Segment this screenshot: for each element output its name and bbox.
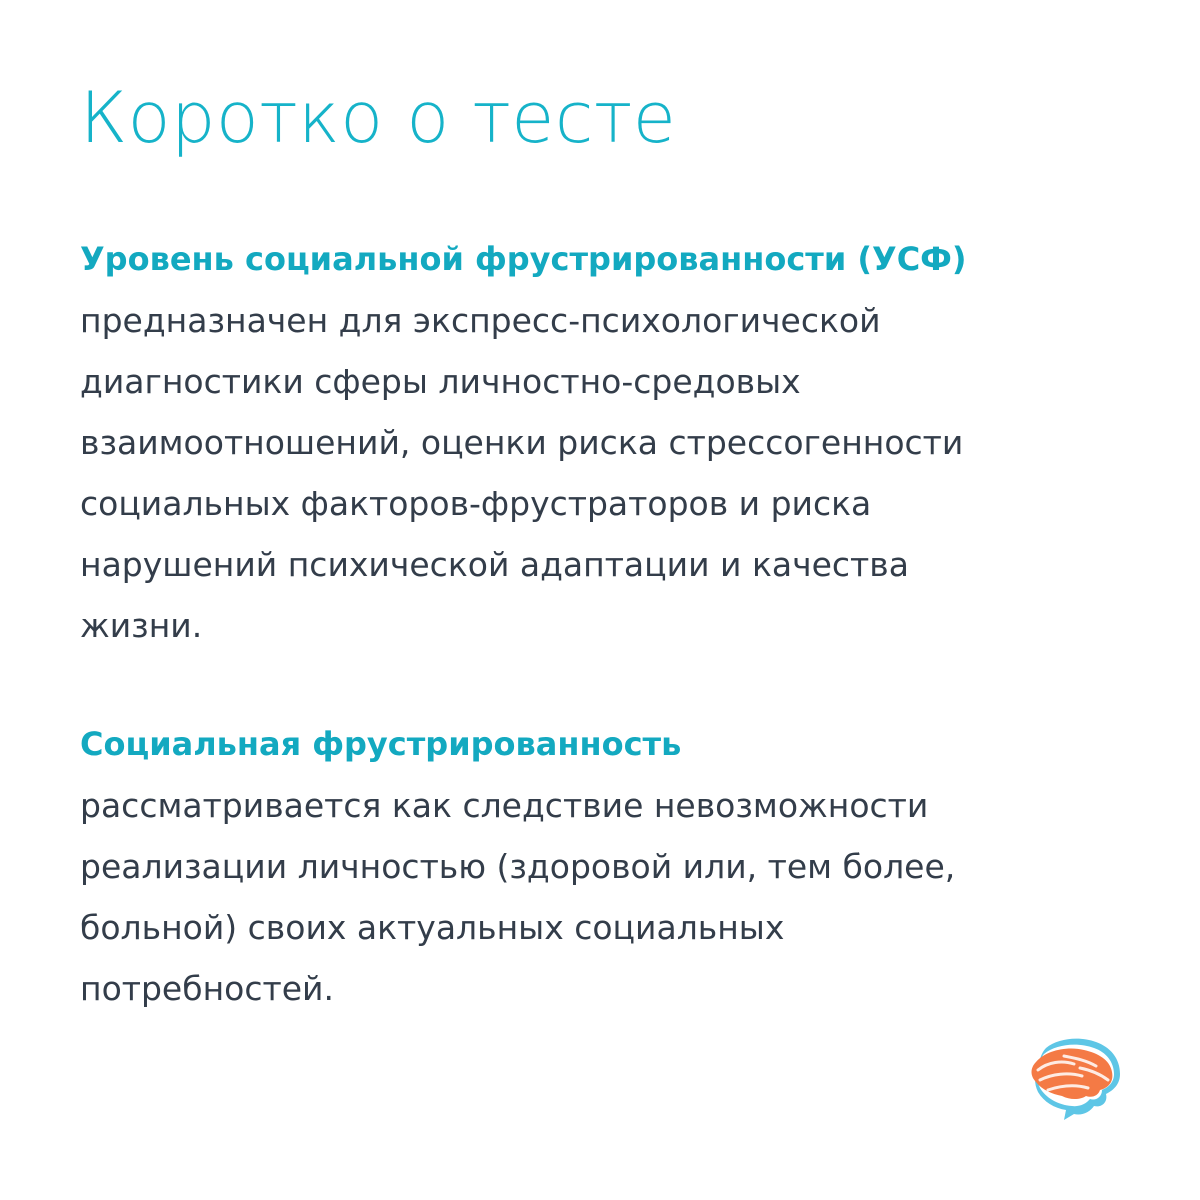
paragraph-line: потребностей.	[80, 969, 334, 1008]
section-heading: Социальная фрустрированность	[80, 725, 682, 763]
page-title: Коротко о тесте	[80, 77, 677, 159]
paragraph-line: больной) своих актуальных социальных	[80, 908, 785, 947]
paragraph-line: нарушений психической адаптации и качества	[80, 545, 909, 584]
paragraph-line: предназначен для экспресс-психологической	[80, 301, 881, 340]
section-usf	[80, 229, 1160, 656]
paragraph-line: социальных факторов-фрустраторов и риска	[80, 484, 872, 523]
paragraph-line: жизни.	[80, 606, 203, 645]
paragraph-line: реализации личностью (здоровой или, тем более,	[80, 847, 956, 886]
paragraph-line: диагностики сферы личностно-средовых	[80, 362, 801, 401]
paragraph-line: взаимоотношений, оценки риска стрессогенности	[80, 423, 964, 462]
brain-logo-icon	[1024, 1036, 1124, 1124]
section-social-frustration	[80, 714, 1160, 1019]
section-heading: Уровень социальной фрустрированности (УСФ)	[80, 240, 967, 278]
paragraph-line: рассматривается как следствие невозможности	[80, 786, 929, 825]
